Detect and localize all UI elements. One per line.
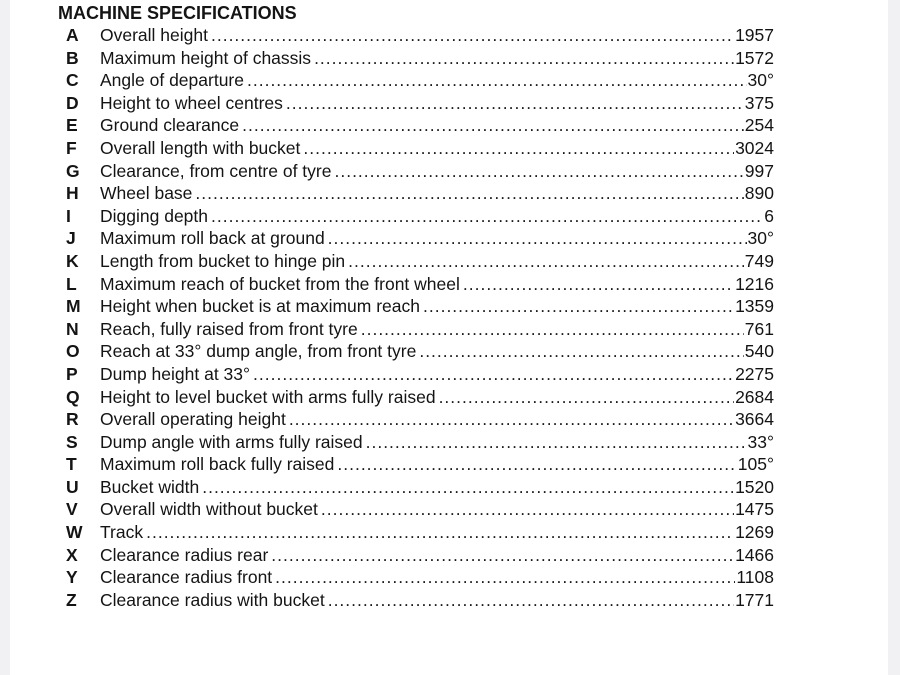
spec-letter: W (66, 522, 83, 543)
spec-letter: R (66, 409, 79, 430)
spec-row (66, 138, 774, 161)
spec-label: Bucket width (100, 476, 200, 497)
spec-label: Dump height at 33° (100, 363, 251, 384)
spec-letter: I (66, 205, 71, 226)
spec-row (66, 274, 774, 297)
spec-label: Height when bucket is at maximum reach (100, 296, 420, 317)
spec-list (66, 25, 774, 612)
spec-letter: Z (66, 589, 77, 610)
spec-label: Overall operating height (100, 409, 286, 430)
spec-letter: X (66, 544, 78, 565)
dot-leader (286, 93, 744, 114)
spec-row (66, 454, 774, 477)
spec-value: 1771 (735, 589, 774, 610)
spec-value: 1216 (735, 273, 774, 294)
spec-label: Dump angle with arms fully raised (100, 431, 363, 452)
spec-label: Overall length with bucket (100, 137, 301, 158)
spec-letter: S (66, 431, 78, 452)
spec-row (66, 364, 774, 387)
spec-value: 997 (744, 160, 774, 181)
dot-leader (334, 161, 743, 182)
spec-label: Length from bucket to hinge pin (100, 250, 346, 271)
spec-letter: D (66, 92, 79, 113)
spec-row (66, 251, 774, 274)
spec-letter: C (66, 70, 79, 91)
spec-value: 2684 (735, 386, 774, 407)
dot-leader (423, 296, 734, 317)
spec-label: Angle of departure (100, 70, 244, 91)
spec-value: 375 (744, 92, 774, 113)
spec-value: 540 (744, 341, 774, 362)
spec-value: 1475 (735, 499, 774, 520)
spec-letter: E (66, 115, 78, 136)
spec-row (66, 432, 774, 455)
dot-leader (242, 115, 744, 136)
dot-leader (146, 522, 734, 543)
spec-letter: P (66, 363, 78, 384)
dot-leader (202, 477, 734, 498)
dot-leader (361, 319, 744, 340)
spec-letter: F (66, 137, 77, 158)
dot-leader (321, 499, 734, 520)
spec-label: Overall width without bucket (100, 499, 318, 520)
left-gutter (0, 0, 10, 675)
spec-label: Height to wheel centres (100, 92, 283, 113)
spec-letter: O (66, 341, 80, 362)
page-title: MACHINE SPECIFICATIONS (58, 3, 297, 23)
spec-label: Digging depth (100, 205, 208, 226)
spec-value: 254 (744, 115, 774, 136)
spec-label: Maximum height of chassis (100, 47, 312, 68)
spec-label: Height to level bucket with arms fully raised (100, 386, 436, 407)
spec-row (66, 319, 774, 342)
spec-letter: T (66, 454, 77, 475)
spec-row (66, 545, 774, 568)
spec-letter: N (66, 318, 79, 339)
spec-letter: H (66, 183, 79, 204)
dot-leader (314, 48, 734, 69)
dot-leader (303, 138, 734, 159)
spec-value: 3664 (735, 409, 774, 430)
dot-leader (211, 25, 734, 46)
spec-letter: U (66, 476, 79, 497)
dot-leader (195, 183, 743, 204)
dot-leader (211, 206, 763, 227)
spec-letter: B (66, 47, 79, 68)
spec-row (66, 25, 774, 48)
dot-leader (463, 274, 734, 295)
spec-row (66, 387, 774, 410)
spec-letter: L (66, 273, 77, 294)
spec-label: Clearance, from centre of tyre (100, 160, 332, 181)
spec-value: 1520 (735, 476, 774, 497)
spec-row (66, 567, 774, 590)
spec-value: 3024 (735, 137, 774, 158)
spec-value: 1108 (736, 567, 774, 588)
spec-value: 761 (744, 318, 774, 339)
spec-letter: A (66, 25, 79, 45)
spec-row (66, 409, 774, 432)
spec-row (66, 522, 774, 545)
spec-row (66, 477, 774, 500)
spec-label: Reach, fully raised from front tyre (100, 318, 358, 339)
spec-row (66, 341, 774, 364)
dot-leader (348, 251, 744, 272)
dot-leader (253, 364, 734, 385)
spec-value: 890 (744, 183, 774, 204)
dot-leader (247, 70, 747, 91)
spec-row (66, 93, 774, 116)
spec-row (66, 183, 774, 206)
spec-row (66, 590, 774, 613)
spec-label: Ground clearance (100, 115, 240, 136)
spec-value: 30° (747, 228, 774, 249)
spec-label: Clearance radius with bucket (100, 589, 325, 610)
spec-value: 1466 (735, 544, 774, 565)
spec-row (66, 296, 774, 319)
spec-value: 30° (747, 70, 774, 91)
dot-leader (366, 432, 747, 453)
dot-leader (275, 567, 735, 588)
spec-value: 33° (747, 431, 774, 452)
spec-letter: V (66, 499, 78, 520)
dot-leader (328, 590, 734, 611)
spec-letter: K (66, 250, 79, 271)
spec-row (66, 48, 774, 71)
spec-label: Track (100, 522, 144, 543)
spec-value: 1269 (735, 522, 774, 543)
spec-value: 1359 (735, 296, 774, 317)
spec-label: Wheel base (100, 183, 193, 204)
spec-label: Maximum reach of bucket from the front wheel (100, 273, 460, 294)
dot-leader (337, 454, 736, 475)
spec-value: 6 (764, 205, 774, 226)
spec-value: 1572 (735, 47, 774, 68)
spec-letter: Q (66, 386, 80, 407)
spec-letter: J (66, 228, 76, 249)
dot-leader (419, 341, 743, 362)
dot-leader (289, 409, 734, 430)
spec-label: Maximum roll back fully raised (100, 454, 335, 475)
dot-leader (328, 228, 747, 249)
spec-label: Reach at 33° dump angle, from front tyre (100, 341, 417, 362)
spec-row (66, 499, 774, 522)
spec-label: Overall height (100, 25, 208, 45)
spec-letter: M (66, 296, 81, 317)
spec-row (66, 115, 774, 138)
spec-row (66, 228, 774, 251)
spec-value: 105° (737, 454, 774, 475)
dot-leader (271, 545, 734, 566)
spec-value: 1957 (735, 25, 774, 45)
spec-letter: Y (66, 567, 78, 588)
spec-row (66, 161, 774, 184)
spec-letter: G (66, 160, 80, 181)
spec-value: 2275 (735, 363, 774, 384)
spec-row (66, 206, 774, 229)
spec-value: 749 (744, 250, 774, 271)
spec-label: Clearance radius front (100, 567, 273, 588)
dot-leader (439, 387, 735, 408)
spec-label: Maximum roll back at ground (100, 228, 325, 249)
spec-label: Clearance radius rear (100, 544, 269, 565)
right-gutter (888, 0, 900, 675)
spec-row (66, 70, 774, 93)
